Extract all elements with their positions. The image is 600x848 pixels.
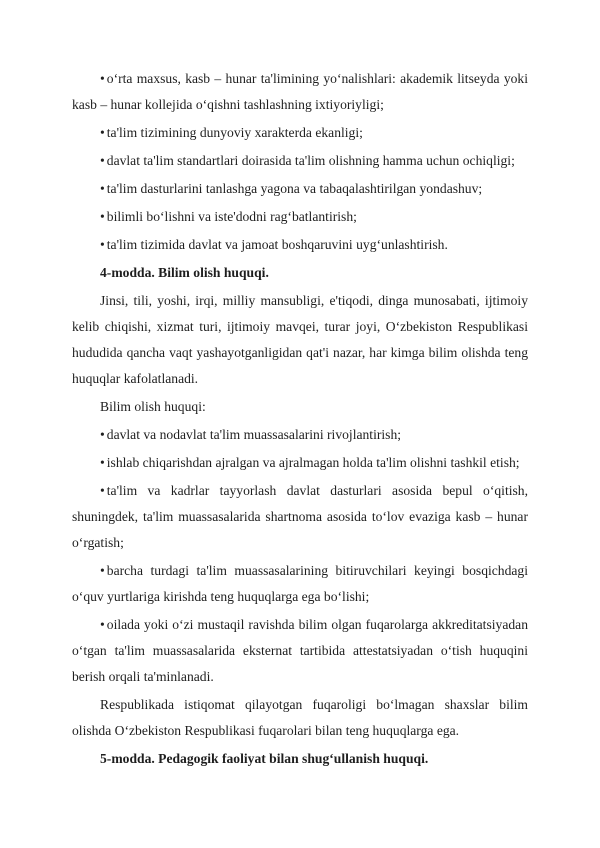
list-item-text: bilimli bo‘lishni va iste'dodni rag‘batlantirish; [106, 209, 357, 224]
bullet-icon [100, 125, 107, 140]
list-item [72, 148, 528, 174]
document-page [72, 66, 528, 772]
article-heading: 5-modda. Pedagogik faoliyat bilan shug‘ullanish huquqi. [100, 751, 429, 766]
bullet-icon [100, 237, 107, 252]
bullet-icon [100, 563, 107, 578]
list-item [72, 176, 528, 202]
list-item [72, 450, 528, 476]
list-item-text: ta'lim va kadrlar tayyorlash davlat dasturlari asosida bepul o‘qitish, shuningdek, ta'lim muassasalarida shartnoma asosida to‘lov evaziga kasb – hunar o‘rgatish; [72, 483, 528, 550]
list-item [72, 422, 528, 448]
list-item-text: davlat ta'lim standartlari doirasida ta'lim olishning hamma uchun ochiqligi; [106, 153, 515, 168]
bullet-icon [100, 455, 107, 470]
bullet-icon [100, 427, 107, 442]
list-item [72, 66, 528, 118]
list-item-text: ishlab chiqarishdan ajralgan va ajralmagan holda ta'lim olishni tashkil etish; [106, 455, 520, 470]
list-item [72, 612, 528, 690]
bullet-icon [100, 483, 107, 498]
list-item-text: o‘rta maxsus, kasb – hunar ta'limining yo‘nalishlari: akademik litseyda yoki kasb – hunar kollejida o‘qishni tashlashning ixtiyoriyligi; [72, 71, 528, 112]
list-item [72, 478, 528, 556]
list-item-text: ta'lim tizimida davlat va jamoat boshqaruvini uyg‘unlashtirish. [106, 237, 448, 252]
body-paragraph: Respublikada istiqomat qilayotgan fuqaroligi bo‘lmagan shaxslar bilim olishda O‘zbekiston Respublikasi fuqarolari bilan teng huquqlarga ega. [72, 697, 528, 738]
list-item-text: ta'lim dasturlarini tanlashga yagona va tabaqalashtirilgan yondashuv; [106, 181, 483, 196]
bullet-icon [100, 71, 107, 86]
list-item-text: ta'lim tizimining dunyoviy xarakterda ekanligi; [106, 125, 363, 140]
bullet-icon [100, 617, 107, 632]
list-item [72, 204, 528, 230]
body-paragraph: Jinsi, tili, yoshi, irqi, milliy mansubligi, e'tiqodi, dinga munosabati, ijtimoiy kelib chiqishi, xizmat turi, ijtimoiy mavqei, turar joyi, O‘zbekiston Respublikasi hududida qancha vaqt yashayotganligidan qat'i nazar, har kimga bilim olishda teng huquqlar kafolatlanadi. [72, 293, 528, 386]
list-item-text: barcha turdagi ta'lim muassasalarining bitiruvchilari keyingi bosqichdagi o‘quv yurtlariga kirishda teng huquqlarga ega bo‘lishi; [72, 563, 528, 604]
bullet-icon [100, 153, 107, 168]
list-item [72, 232, 528, 258]
bullet-icon [100, 181, 107, 196]
article-heading: 4-modda. Bilim olish huquqi. [100, 265, 269, 280]
body-paragraph: Bilim olish huquqi: [100, 399, 206, 414]
list-item [72, 120, 528, 146]
list-item [72, 558, 528, 610]
list-item-text: oilada yoki o‘zi mustaqil ravishda bilim olgan fuqarolarga akkreditatsiyadan o‘tgan ta'lim muassasalarida eksternat tartibida attestatsiyadan o‘tish huquqini berish orqali ta'minlanadi. [72, 617, 528, 684]
list-item-text: davlat va nodavlat ta'lim muassasalarini rivojlantirish; [106, 427, 402, 442]
bullet-icon [100, 209, 107, 224]
